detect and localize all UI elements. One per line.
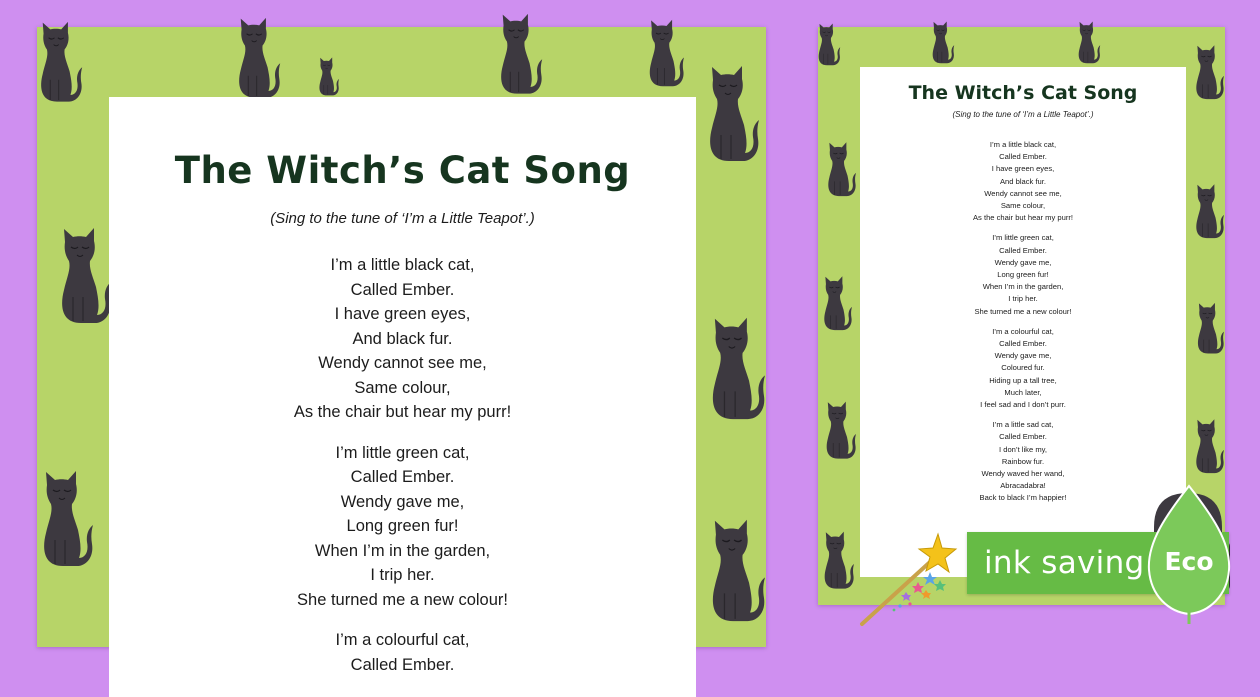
lyric-line: I’m a little black cat, <box>989 140 1057 149</box>
cat-icon <box>818 261 852 347</box>
lyric-line: Coloured fur. <box>1001 363 1045 373</box>
lyric-line: Called Ember. <box>350 280 455 299</box>
lyric-line: Back to black I’m happier! <box>979 493 1067 503</box>
lyric-line: When I’m in the garden, <box>982 282 1064 292</box>
song-panel-thumbnail <box>860 67 1186 577</box>
cat-icon <box>309 57 345 97</box>
verse-2 <box>109 441 696 613</box>
lyric-line: Wendy cannot see me, <box>318 354 487 372</box>
lyric-line: I’m a little sad cat, <box>992 420 1054 430</box>
lyric-line: As the chair but hear my purr! <box>293 403 512 421</box>
cat-icon <box>926 21 956 65</box>
lyric-line: And black fur. <box>999 176 1046 186</box>
song-title: The Witch’s Cat Song <box>174 149 631 192</box>
lyric-line: Called Ember. <box>350 468 455 486</box>
cat-icon <box>701 497 765 647</box>
lyric-line: Much later, <box>1004 387 1042 397</box>
lyric-line: I have green eyes, <box>991 164 1055 174</box>
verse-4 <box>860 419 1186 504</box>
verse-3 <box>109 628 696 677</box>
cat-icon <box>820 389 856 473</box>
cat-icon <box>51 197 111 357</box>
lyric-line: Rainbow fur. <box>1001 456 1045 466</box>
lyric-line: Called Ember. <box>999 339 1047 349</box>
lyric-line: Same colour, <box>354 378 451 397</box>
lyric-line: Wendy waved her wand, <box>981 469 1065 479</box>
cat-icon <box>1190 33 1224 113</box>
cat-icon <box>1192 289 1224 369</box>
cat-icon <box>818 517 854 605</box>
lyric-line: Wendy gave me, <box>994 257 1052 267</box>
lyric-line: I have green eyes, <box>334 305 471 323</box>
lyric-line: Abracadabra! <box>1000 481 1046 491</box>
cat-icon <box>1072 21 1102 65</box>
cat-icon <box>33 445 93 595</box>
cat-icon <box>812 23 842 67</box>
cat-icon <box>822 127 856 213</box>
lyric-line: Wendy gave me, <box>994 351 1052 361</box>
verse-1 <box>109 253 696 425</box>
lyrics <box>109 253 696 677</box>
lyric-line: Called Ember. <box>350 655 455 674</box>
song-title: The Witch’s Cat Song <box>908 82 1138 104</box>
lyric-line: Long green fur! <box>346 517 459 535</box>
lyric-line: I’m a colourful cat, <box>335 631 470 649</box>
lyric-line: Same colour, <box>1000 201 1046 211</box>
lyric-line: Hiding up a tall tree, <box>989 375 1057 385</box>
lyric-line: I’m little green cat, <box>992 233 1054 243</box>
cat-icon <box>489 13 545 97</box>
lyric-line: I’m little green cat, <box>335 443 470 462</box>
lyric-line: When I’m in the garden, <box>314 541 491 560</box>
large-worksheet-preview <box>37 27 766 674</box>
cat-icon <box>29 21 85 105</box>
lyric-line: She turned me a new colour! <box>974 306 1072 316</box>
verse-3 <box>860 326 1186 411</box>
lyric-line: I trip her. <box>1008 294 1038 304</box>
lyric-line: I’m a colourful cat, <box>992 326 1054 336</box>
ink-saving-label: ink saving <box>984 545 1145 581</box>
lyric-line: Called Ember. <box>999 245 1047 255</box>
cat-icon <box>699 45 759 185</box>
verse-1 <box>860 139 1186 224</box>
lyric-line: I’m a little black cat, <box>330 256 475 274</box>
lyric-line: Long green fur! <box>997 270 1049 280</box>
eco-label: Eco <box>1164 547 1214 576</box>
lyrics <box>860 139 1186 505</box>
cat-icon <box>1190 405 1224 489</box>
song-subtitle: (Sing to the tune of ‘I’m a Little Teapot’.) <box>270 210 535 227</box>
lyric-line: She turned me a new colour! <box>297 590 508 609</box>
lyric-line: Wendy cannot see me, <box>984 188 1062 198</box>
lyric-line: I trip her. <box>370 566 435 584</box>
cat-icon <box>227 17 283 101</box>
song-panel <box>109 97 696 697</box>
cat-icon <box>635 19 691 89</box>
cat-icon <box>701 285 765 455</box>
verse-2 <box>860 232 1186 317</box>
lyric-line: As the chair but hear my purr! <box>972 213 1074 223</box>
lyric-line: Called Ember. <box>999 432 1047 442</box>
lyric-line: And black fur. <box>352 329 453 348</box>
magic-wand-icon <box>860 522 970 632</box>
leaf-icon <box>1145 484 1233 624</box>
lyric-line: Called Ember. <box>999 152 1047 162</box>
lyric-line: I feel sad and I don’t purr. <box>980 400 1066 410</box>
lyric-line: Wendy gave me, <box>340 492 465 511</box>
cat-icon <box>1190 167 1224 257</box>
song-subtitle: (Sing to the tune of ‘I’m a Little Teapot’.) <box>952 110 1094 119</box>
lyric-line: I don’t like my, <box>999 444 1047 454</box>
